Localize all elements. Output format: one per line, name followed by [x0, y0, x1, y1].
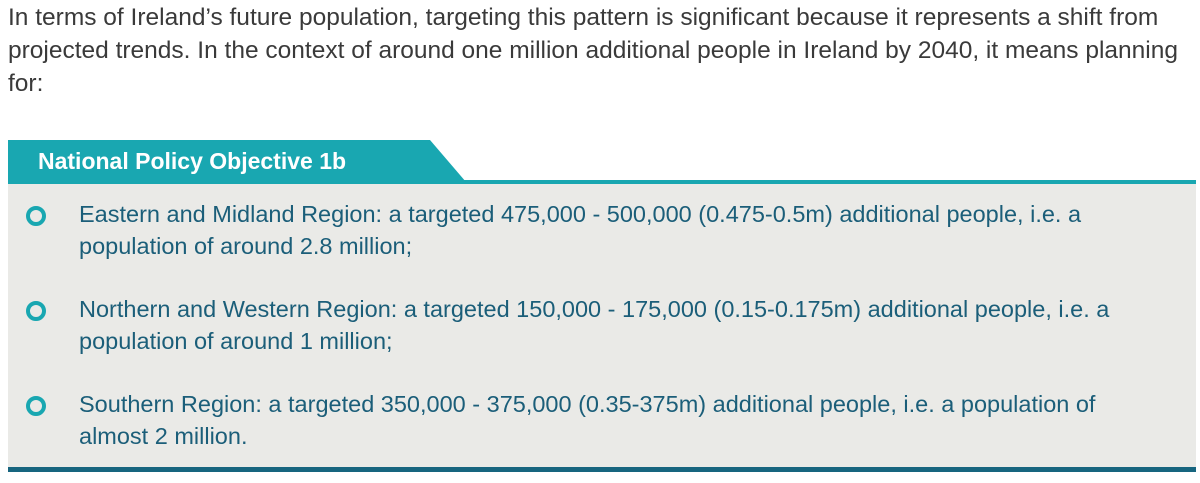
circle-bullet-icon [26, 396, 46, 416]
objective-text: Southern Region: a targeted 350,000 - 375,000 (0.35-375m) additional people, i.e. a population of almost 2 million. [79, 391, 1096, 449]
circle-bullet-icon [26, 301, 46, 321]
policy-bottom-rule [8, 467, 1196, 472]
objective-text: Northern and Western Region: a targeted 150,000 - 175,000 (0.15-0.175m) additional people, i.e. a population of around 1 million; [79, 296, 1110, 354]
circle-bullet-icon [26, 206, 46, 226]
policy-title: National Policy Objective 1b [38, 148, 347, 174]
objective-text: Eastern and Midland Region: a targeted 475,000 - 500,000 (0.475-0.5m) additional people, i.e. a population of around 2.8 million; [79, 201, 1082, 259]
objective-item-eastern-midland [8, 198, 1196, 262]
objective-item-southern [8, 388, 1196, 452]
intro-paragraph: In terms of Ireland’s future population, targeting this pattern is significant because it represents a shift from projected trends. In the context of around one million additional people in Ireland by 2040, it means planning for: [8, 4, 1178, 97]
objective-list [8, 198, 1196, 483]
objective-item-northern-western [8, 293, 1196, 357]
policy-objective-box [8, 140, 1196, 472]
